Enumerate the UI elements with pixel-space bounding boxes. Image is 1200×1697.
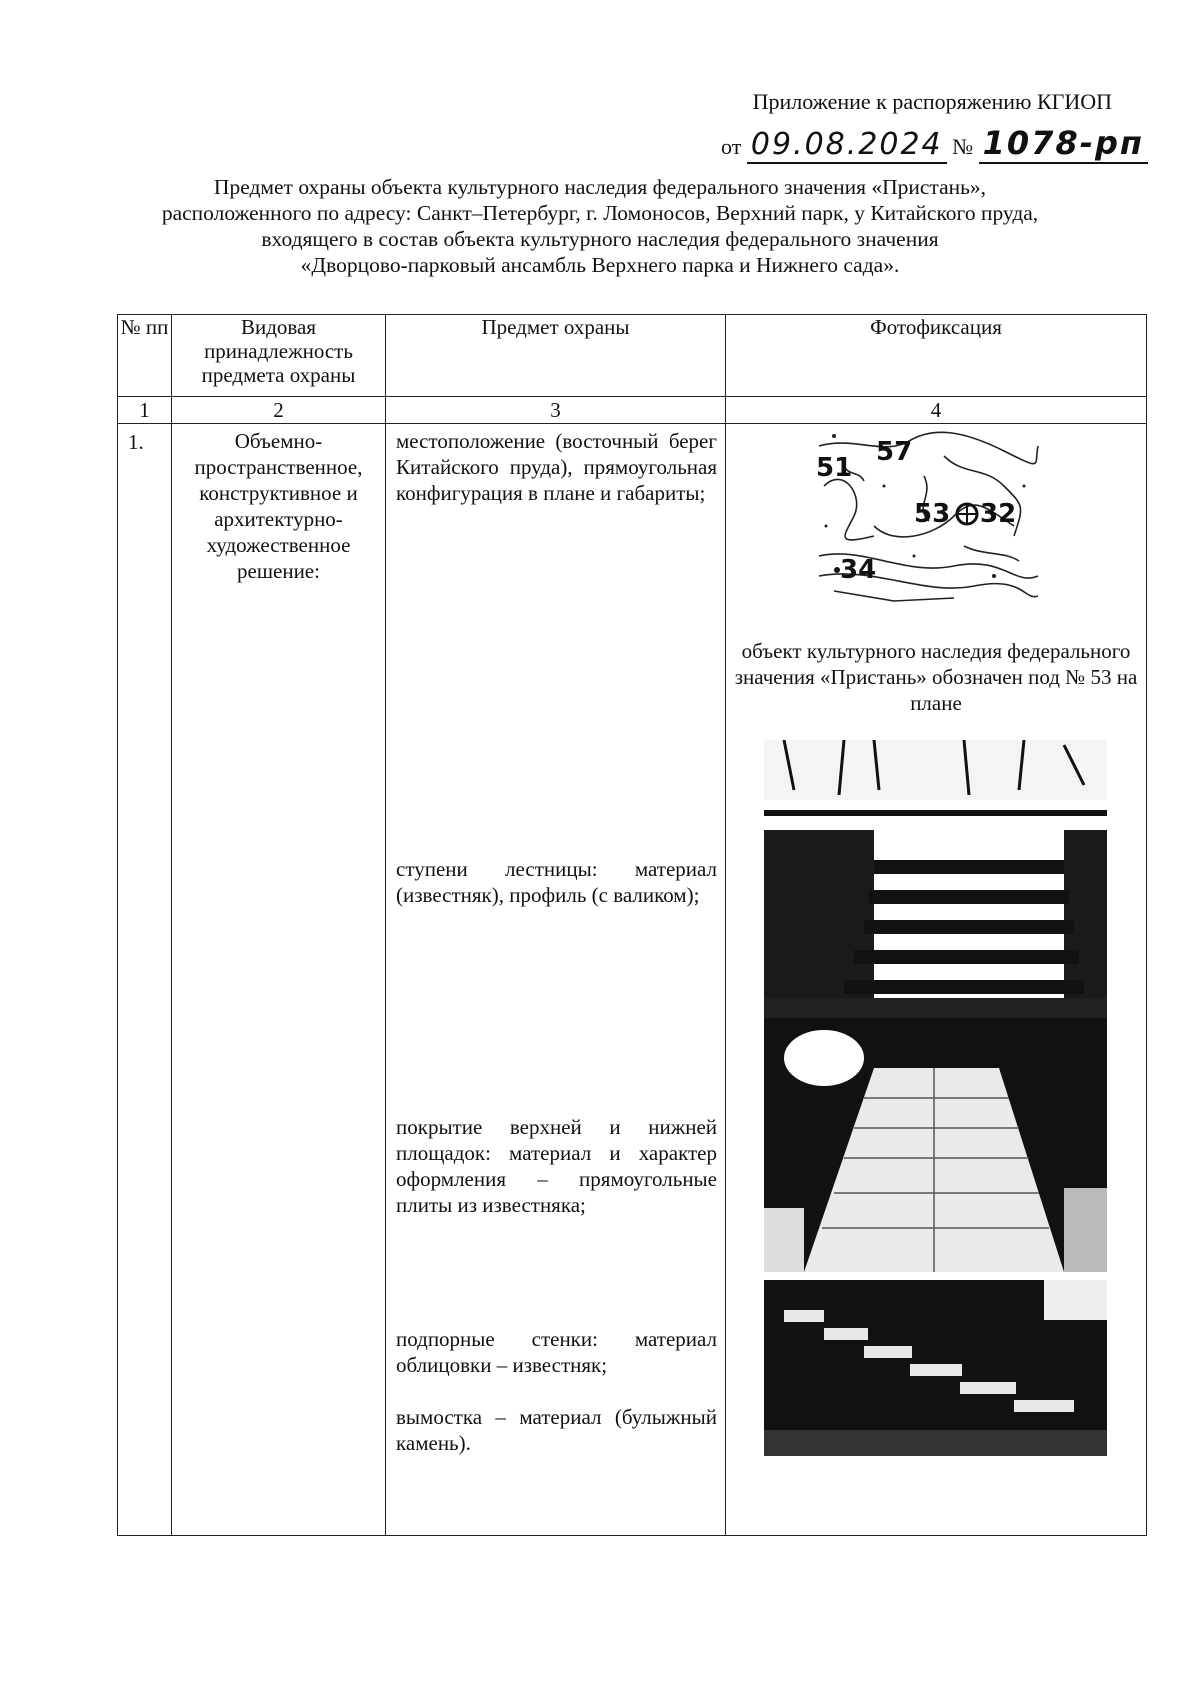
header-type: Видовая принадлежность предмета охраны — [172, 315, 386, 397]
header-number: № пп — [118, 315, 172, 397]
row-photos — [726, 424, 1147, 1536]
title-line: расположенного по адресу: Санкт–Петербург, г. Ломоносов, Верхний парк, у Китайского пруда, — [161, 201, 1039, 225]
date-prefix: от — [721, 134, 742, 159]
site-plan-image — [814, 426, 1040, 608]
subject-cobble: вымостка – материал (булыжный камень). — [396, 1405, 717, 1455]
appendix-label: Приложение к распоряжению КГИОП — [752, 89, 1112, 114]
document-title — [60, 174, 1140, 278]
col-number: 2 — [172, 397, 386, 424]
number-prefix: № — [952, 134, 974, 159]
order-date-line — [721, 124, 1148, 162]
col-number: 1 — [118, 397, 172, 424]
subject-location: местоположение (восточный берег Китайского пруда), прямоугольная конфигурация в плане и габариты; — [396, 429, 717, 505]
protection-subject-table — [117, 314, 1147, 1536]
row-subjects — [386, 424, 726, 1536]
header-subject: Предмет охраны — [386, 315, 726, 397]
map-label: 32 — [980, 499, 1017, 529]
col-number: 4 — [726, 397, 1147, 424]
header-photo: Фотофиксация — [726, 315, 1147, 397]
map-dot-icon — [834, 567, 840, 573]
subject-retaining-walls: подпорные стенки: материал облицовки – известняк; — [396, 1327, 717, 1377]
title-line: входящего в состав объекта культурного наследия федерального значения — [261, 227, 939, 251]
platform-photo — [764, 1018, 1107, 1272]
map-label: 34 — [840, 555, 877, 585]
map-label: 57 — [876, 437, 913, 467]
title-line: «Дворцово-парковый ансамбль Верхнего парка и Нижнего сада». — [300, 253, 900, 277]
plan-caption: объект культурного наследия федерального значения «Пристань» обозначен под № 53 на плане — [734, 639, 1138, 715]
order-date: 09.08.2024 — [747, 127, 947, 164]
col-number: 3 — [386, 397, 726, 424]
row-number: 1. — [118, 424, 172, 1536]
subject-paving: покрытие верхней и нижней площадок: материал и характер оформления – прямоугольные плиты из известняка; — [396, 1115, 717, 1217]
title-line: Предмет охраны объекта культурного наследия федерального значения «Пристань», — [213, 175, 987, 199]
map-label: 51 — [816, 453, 853, 483]
subject-steps: ступени лестницы: материал (известняк), профиль (с валиком); — [396, 857, 717, 907]
retaining-wall-photo — [764, 1280, 1107, 1456]
order-number: 1078-рп — [979, 124, 1148, 164]
map-label: 53 — [914, 499, 951, 529]
steps-photo — [764, 740, 1107, 1018]
row-type: Объемно-пространственное, конструктивное и архитектурно-художественное решение: — [172, 424, 386, 1536]
